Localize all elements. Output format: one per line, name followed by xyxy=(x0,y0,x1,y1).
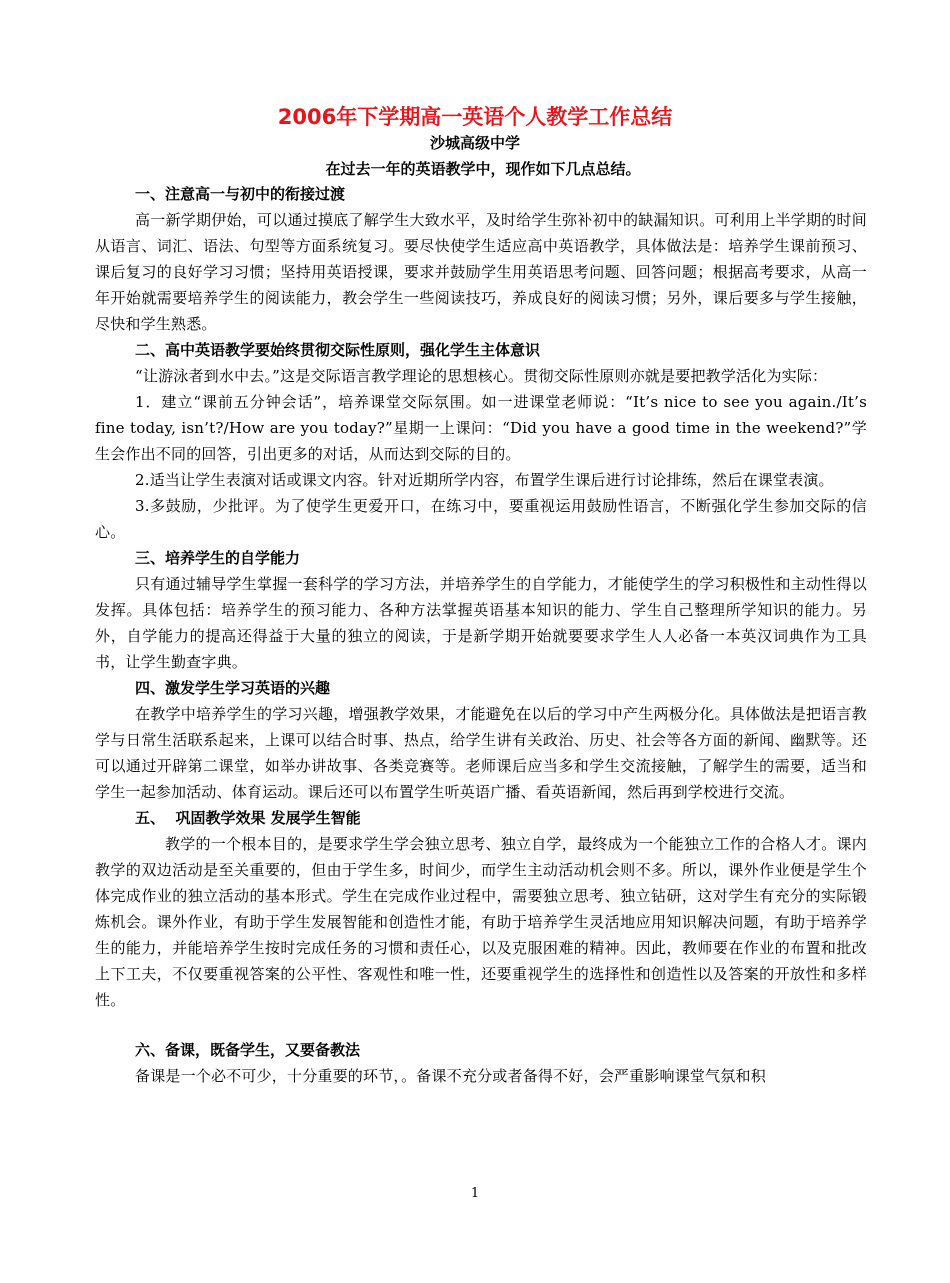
page-number: 1 xyxy=(470,1186,480,1201)
intro-line: 在过去一年的英语教学中，现作如下几点总结。 xyxy=(325,160,641,178)
paragraph: 在教学中培养学生的学习兴趣，增强教学效果，才能避免在以后的学习中产生两极分化。具体做法是把语言教学与日常生活联系起来，上课可以结合时事、热点，给学生讲有关政治、历史、社会等各方面的新闻、幽默等。还可以通过开辟第二课堂，如举办讲故事、各类竞赛等。老师课后应当多和学生交流接触，了解学生的需要，适当和学生一起参加活动、体育运动。课后还可以布置学生听英语广播、看英语新闻，然后再到学校进行交流。 xyxy=(95,705,867,801)
section-heading: 四、激发学生学习英语的兴趣 xyxy=(135,679,331,697)
paragraph: 只有通过辅导学生掌握一套科学的学习方法，并培养学生的自学能力，才能使学生的学习积极性和主动性得以发挥。具体包括：培养学生的预习能力、各种方法掌握英语基本知识的能力、学生自己整理所学知识的能力。另外，自学能力的提高还得益于大量的独立的阅读，于是新学期开始就要要求学生人人必备一本英汉词典作为工具书，让学生勤查字典。 xyxy=(95,575,867,671)
paragraph: 1．建立“课前五分钟会话”，培养课堂交际氛围。如一进课堂老师说：“It’s nice to see you again./It’s fine today, isn’t?/How are you today?”星期一上课问：“Did you have a good time in the weekend?”学生会作出不同的回答，引出更多的对话，从而达到交际的目的。 xyxy=(95,393,867,463)
section-heading: 二、高中英语教学要始终贯彻交际性原则，强化学生主体意识 xyxy=(135,341,541,359)
paragraph: 教学的一个根本目的，是要求学生学会独立思考、独立自学，最终成为一个能独立工作的合格人才。课内教学的双边活动是至关重要的，但由于学生多，时间少，而学生主动活动机会则不多。所以，课外作业便是学生个体完成作业的独立活动的基本形式。学生在完成作业过程中，需要独立思考、独立钻研，这对学生有充分的实际锻炼机会。课外作业，有助于学生发展智能和创造性才能，有助于培养学生灵活地应用知识解决问题，有助于培养学生的能力，并能培养学生按时完成任务的习惯和责任心，以及克服困难的精神。因此，教师要在作业的布置和批改上下工夫，不仅要重视答案的公平性、客观性和唯一性，还要重视学生的选择性和创造性以及答案的开放性和多样性。 xyxy=(95,835,867,1009)
paragraph: 备课是一个必不可少，十分重要的环节，。备课不充分或者备得不好，会严重影响课堂气氛和积 xyxy=(135,1067,766,1085)
paragraph: 2.适当让学生表演对话或课文内容。针对近期所学内容，布置学生课后进行讨论排练，然后在课堂表演。 xyxy=(135,471,834,489)
paragraph: 高一新学期伊始，可以通过摸底了解学生大致水平，及时给学生弥补初中的缺漏知识。可利用上半学期的时间从语言、词汇、语法、句型等方面系统复习。要尽快使学生适应高中英语教学，具体做法是：培养学生课前预习、课后复习的良好学习习惯；坚持用英语授课，要求并鼓励学生用英语思考问题、回答问题；根据高考要求，从高一年开始就需要培养学生的阅读能力，教会学生一些阅读技巧，养成良好的阅读习惯；另外，课后要多与学生接触，尽快和学生熟悉。 xyxy=(95,211,867,333)
spacer xyxy=(95,1013,867,1037)
section-heading: 一、注意高一与初中的衔接过渡 xyxy=(135,185,346,203)
section-heading: 三、培养学生的自学能力 xyxy=(135,549,301,567)
document-body xyxy=(95,181,867,1089)
section-heading: 六、备课，既备学生，又要备教法 xyxy=(135,1041,361,1059)
school-name: 沙城高级中学 xyxy=(429,134,520,152)
paragraph: 3.多鼓励，少批评。为了使学生更爱开口，在练习中，要重视运用鼓励性语言，不断强化学生参加交际的信心。 xyxy=(95,497,867,541)
document-title: 2006年下学期高一英语个人教学工作总结 xyxy=(277,105,673,129)
paragraph: “让游泳者到水中去。”这是交际语言教学理论的思想核心。贯彻交际性原则亦就是要把教学活化为实际： xyxy=(135,367,828,385)
section-heading: 五、 巩固教学效果 发展学生智能 xyxy=(135,809,361,827)
